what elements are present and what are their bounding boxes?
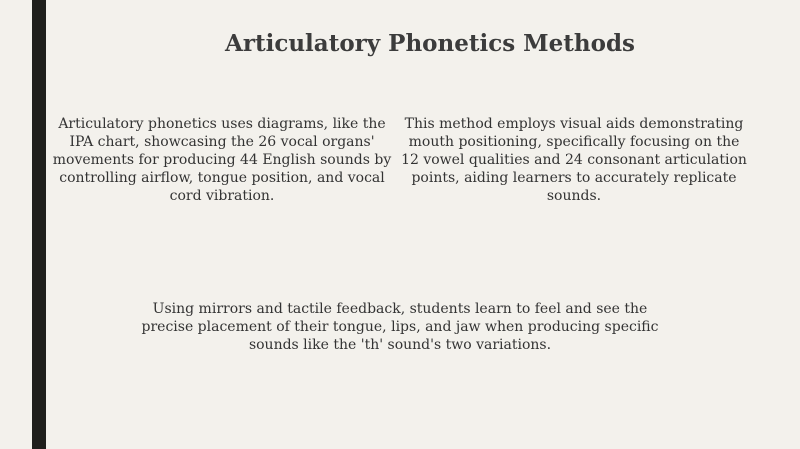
accent-bar xyxy=(32,0,46,449)
paragraph-left: Articulatory phonetics uses diagrams, like the IPA chart, showcasing the 26 vocal organs' movements for producing 44 English sounds by controlling airflow, tongue position, and vocal cord vibration. xyxy=(52,116,392,204)
slide-title: Articulatory Phonetics Methods xyxy=(225,30,635,57)
paragraph-right: This method employs visual aids demonstrating mouth positioning, specifically focusing on the 12 vowel qualities and 24 consonant articulation points, aiding learners to accurately replicate sounds. xyxy=(401,116,747,204)
paragraph-bottom: Using mirrors and tactile feedback, students learn to feel and see the precise placement of their tongue, lips, and jaw when producing specific sounds like the 'th' sound's two variations. xyxy=(141,301,659,353)
